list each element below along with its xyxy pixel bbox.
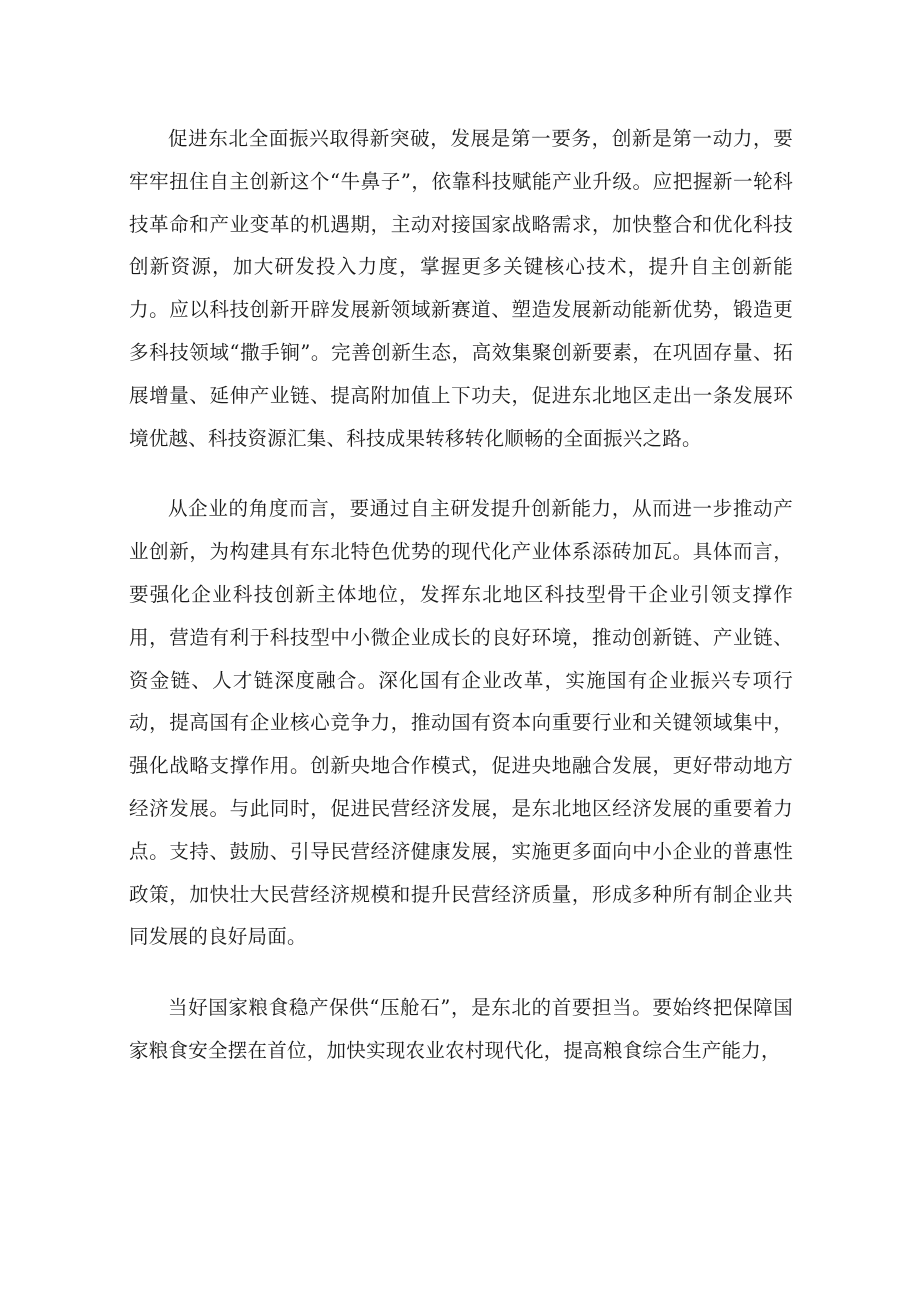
paragraph-enterprise: 从企业的角度而言，要通过自主研发提升创新能力，从而进一步推动产业创新，为构建具有东北特色优势的现代化产业体系添砖加瓦。具体而言，要强化企业科技创新主体地位，发挥东北地区科技型骨干企业引领支撑作用，营造有利于科技型中小微企业成长的良好环境，推动创新链、产业链、资金链、人才链深度融合。深化国有企业改革，实施国有企业振兴专项行动，提高国有企业核心竞争力，推动国有资本向重要行业和关键领域集中，强化战略支撑作用。创新央地合作模式，促进央地融合发展，更好带动地方经济发展。与此同时，促进民营经济发展，是东北地区经济发展的重要着力点。支持、鼓励、引导民营经济健康发展，实施更多面向中小企业的普惠性政策，加快壮大民营经济规模和提升民营经济质量，形成多种所有制企业共同发展的良好局面。 (129, 497, 793, 949)
paragraph-innovation: 促进东北全面振兴取得新突破，发展是第一要务，创新是第一动力，要牢牢扭住自主创新这个“牛鼻子”，依靠科技赋能产业升级。应把握新一轮科技革命和产业变革的机遇期，主动对接国家战略需求，加快整合和优化科技创新资源，加大研发投入力度，掌握更多关键核心技术，提升自主创新能力。应以科技创新开辟发展新领域新赛道、塑造发展新动能新优势，锻造更多科技领域“撒手锏”。完善创新生态，高效集聚创新要素，在巩固存量、拓展增量、延伸产业链、提高附加值上下功夫，促进东北地区走出一条发展环境优越、科技资源汇集、科技成果转移转化顺畅的全面振兴之路。 (129, 127, 793, 450)
document-body (129, 118, 793, 1101)
paragraph-grain-security: 当好国家粮食稳产保供“压舱石”，是东北的首要担当。要始终把保障国家粮食安全摆在首位，加快实现农业农村现代化，提高粮食综合生产能力， (129, 996, 793, 1062)
